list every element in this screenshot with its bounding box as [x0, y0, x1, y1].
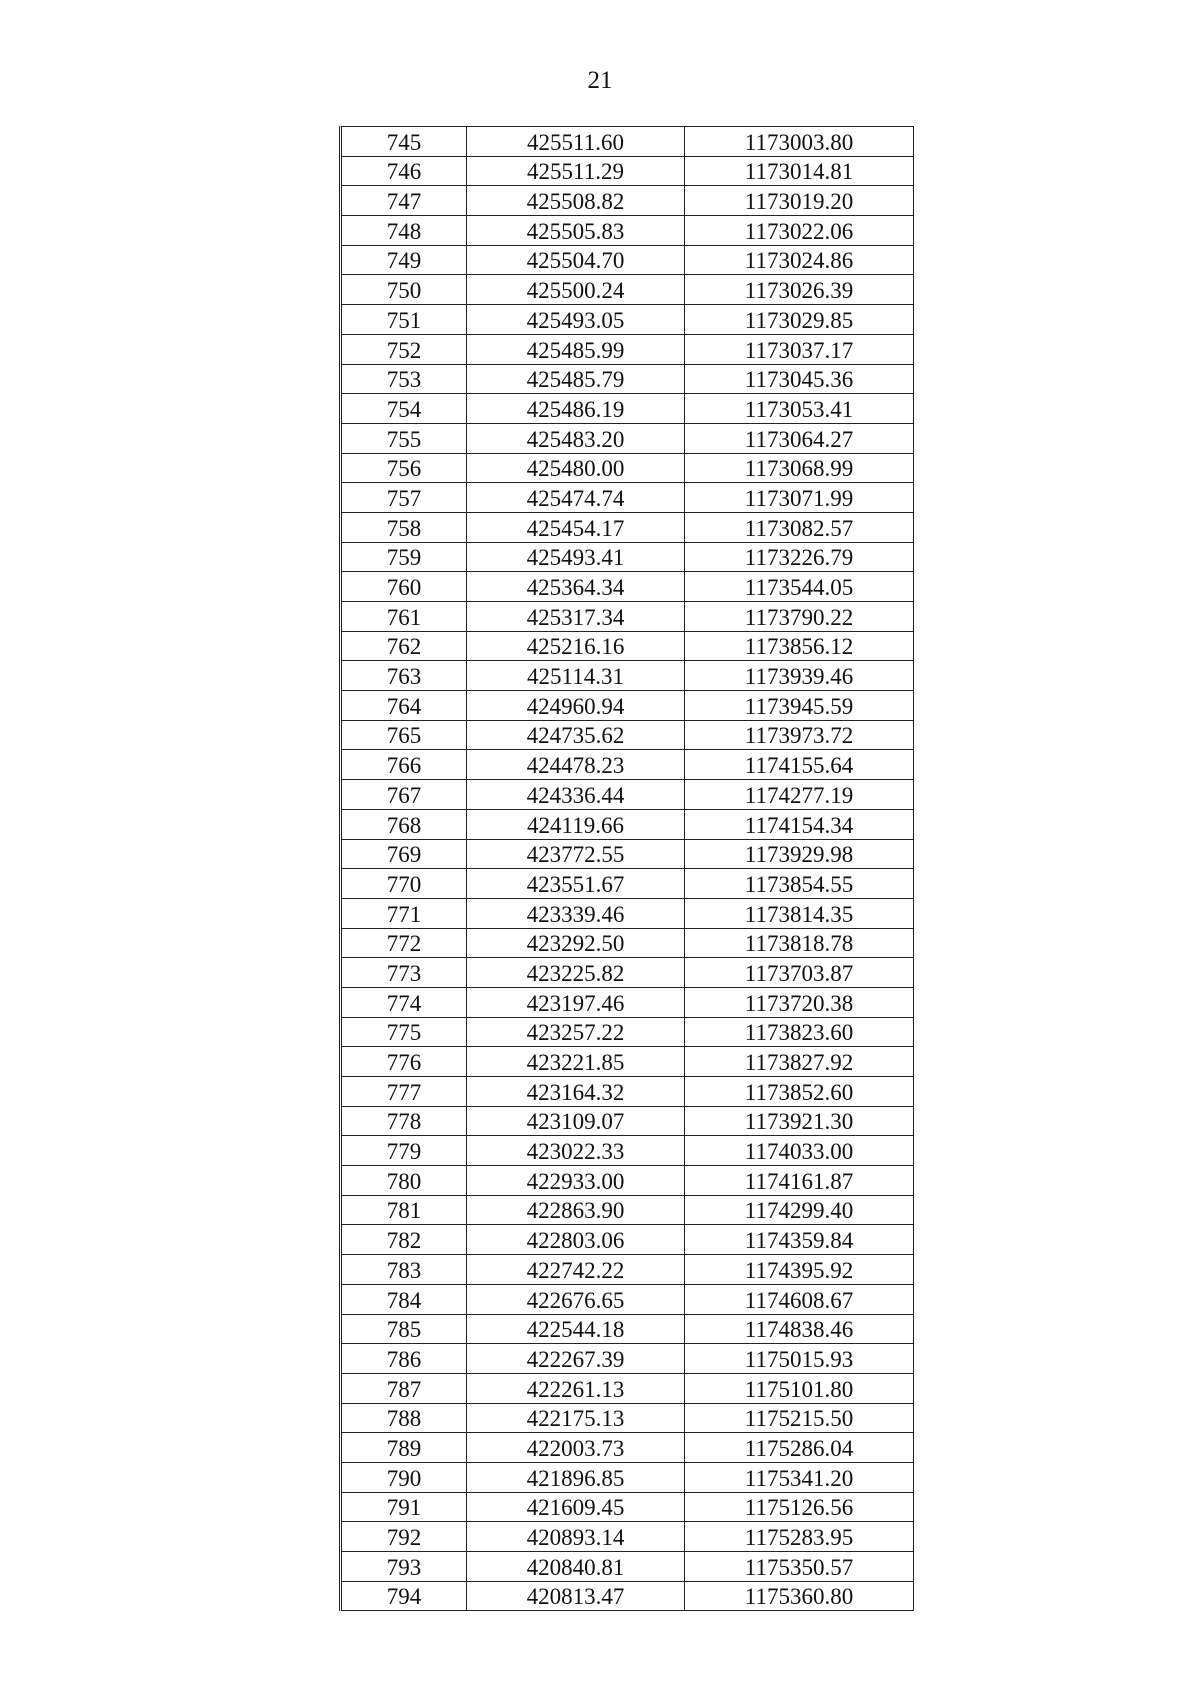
table-row [341, 1195, 914, 1225]
point-number-cell: 787 [341, 1373, 467, 1403]
table-row [341, 1581, 914, 1611]
y-coordinate-cell: 1173703.87 [685, 958, 914, 988]
x-coordinate-cell: 424119.66 [467, 809, 685, 839]
table-row [341, 305, 914, 335]
table-row [341, 1106, 914, 1136]
page-number: 21 [587, 67, 613, 94]
point-number-cell: 754 [341, 394, 467, 424]
x-coordinate-cell: 424478.23 [467, 750, 685, 780]
table-row [341, 364, 914, 394]
x-coordinate-cell: 420813.47 [467, 1581, 685, 1611]
point-number-cell: 785 [341, 1314, 467, 1344]
point-number-cell: 775 [341, 1017, 467, 1047]
x-coordinate-cell: 422267.39 [467, 1344, 685, 1374]
point-number-cell: 783 [341, 1255, 467, 1285]
x-coordinate-cell: 422003.73 [467, 1433, 685, 1463]
table-row [341, 394, 914, 424]
x-coordinate-cell: 423022.33 [467, 1136, 685, 1166]
point-number-cell: 781 [341, 1195, 467, 1225]
y-coordinate-cell: 1173037.17 [685, 334, 914, 364]
table-row [341, 1552, 914, 1582]
point-number-cell: 766 [341, 750, 467, 780]
point-number-cell: 779 [341, 1136, 467, 1166]
coordinates-table [339, 126, 914, 1611]
point-number-cell: 764 [341, 691, 467, 721]
x-coordinate-cell: 425454.17 [467, 512, 685, 542]
point-number-cell: 784 [341, 1284, 467, 1314]
x-coordinate-cell: 423339.46 [467, 898, 685, 928]
table-row [341, 334, 914, 364]
y-coordinate-cell: 1174838.46 [685, 1314, 914, 1344]
x-coordinate-cell: 424960.94 [467, 691, 685, 721]
table-row [341, 216, 914, 246]
y-coordinate-cell: 1175126.56 [685, 1492, 914, 1522]
point-number-cell: 765 [341, 720, 467, 750]
table-row [341, 809, 914, 839]
table-row [341, 245, 914, 275]
point-number-cell: 763 [341, 661, 467, 691]
point-number-cell: 791 [341, 1492, 467, 1522]
x-coordinate-cell: 425505.83 [467, 216, 685, 246]
point-number-cell: 749 [341, 245, 467, 275]
table-row [341, 1047, 914, 1077]
y-coordinate-cell: 1173014.81 [685, 156, 914, 186]
x-coordinate-cell: 425474.74 [467, 483, 685, 513]
table-row [341, 423, 914, 453]
y-coordinate-cell: 1173973.72 [685, 720, 914, 750]
table-row [341, 839, 914, 869]
table-row [341, 1373, 914, 1403]
table-row [341, 631, 914, 661]
point-number-cell: 780 [341, 1166, 467, 1196]
x-coordinate-cell: 421609.45 [467, 1492, 685, 1522]
table-row [341, 542, 914, 572]
y-coordinate-cell: 1173026.39 [685, 275, 914, 305]
x-coordinate-cell: 425511.60 [467, 127, 685, 157]
point-number-cell: 753 [341, 364, 467, 394]
table-row [341, 928, 914, 958]
x-coordinate-cell: 422742.22 [467, 1255, 685, 1285]
y-coordinate-cell: 1174277.19 [685, 780, 914, 810]
point-number-cell: 789 [341, 1433, 467, 1463]
table-row [341, 602, 914, 632]
y-coordinate-cell: 1173064.27 [685, 423, 914, 453]
y-coordinate-cell: 1173003.80 [685, 127, 914, 157]
y-coordinate-cell: 1173939.46 [685, 661, 914, 691]
y-coordinate-cell: 1175350.57 [685, 1552, 914, 1582]
point-number-cell: 760 [341, 572, 467, 602]
point-number-cell: 762 [341, 631, 467, 661]
point-number-cell: 786 [341, 1344, 467, 1374]
y-coordinate-cell: 1173814.35 [685, 898, 914, 928]
y-coordinate-cell: 1174154.34 [685, 809, 914, 839]
point-number-cell: 748 [341, 216, 467, 246]
x-coordinate-cell: 425480.00 [467, 453, 685, 483]
table-row [341, 453, 914, 483]
table-row [341, 186, 914, 216]
coordinates-table-body [341, 127, 914, 1611]
point-number-cell: 767 [341, 780, 467, 810]
y-coordinate-cell: 1174299.40 [685, 1195, 914, 1225]
x-coordinate-cell: 425317.34 [467, 602, 685, 632]
y-coordinate-cell: 1173827.92 [685, 1047, 914, 1077]
point-number-cell: 752 [341, 334, 467, 364]
point-number-cell: 747 [341, 186, 467, 216]
table-row [341, 1492, 914, 1522]
x-coordinate-cell: 425364.34 [467, 572, 685, 602]
table-row [341, 1166, 914, 1196]
y-coordinate-cell: 1173024.86 [685, 245, 914, 275]
y-coordinate-cell: 1173068.99 [685, 453, 914, 483]
table-row [341, 1225, 914, 1255]
y-coordinate-cell: 1173854.55 [685, 869, 914, 899]
table-row [341, 127, 914, 157]
y-coordinate-cell: 1173818.78 [685, 928, 914, 958]
y-coordinate-cell: 1173852.60 [685, 1077, 914, 1107]
table-row [341, 780, 914, 810]
y-coordinate-cell: 1173029.85 [685, 305, 914, 335]
table-row [341, 275, 914, 305]
x-coordinate-cell: 424735.62 [467, 720, 685, 750]
x-coordinate-cell: 420840.81 [467, 1552, 685, 1582]
y-coordinate-cell: 1174395.92 [685, 1255, 914, 1285]
y-coordinate-cell: 1173053.41 [685, 394, 914, 424]
x-coordinate-cell: 425504.70 [467, 245, 685, 275]
y-coordinate-cell: 1173022.06 [685, 216, 914, 246]
y-coordinate-cell: 1175341.20 [685, 1462, 914, 1492]
x-coordinate-cell: 425486.19 [467, 394, 685, 424]
y-coordinate-cell: 1173019.20 [685, 186, 914, 216]
x-coordinate-cell: 425483.20 [467, 423, 685, 453]
table-row [341, 1255, 914, 1285]
point-number-cell: 770 [341, 869, 467, 899]
y-coordinate-cell: 1174155.64 [685, 750, 914, 780]
y-coordinate-cell: 1173082.57 [685, 512, 914, 542]
table-row [341, 1433, 914, 1463]
x-coordinate-cell: 425485.99 [467, 334, 685, 364]
table-row [341, 156, 914, 186]
x-coordinate-cell: 425500.24 [467, 275, 685, 305]
x-coordinate-cell: 423221.85 [467, 1047, 685, 1077]
x-coordinate-cell: 423292.50 [467, 928, 685, 958]
table-row [341, 869, 914, 899]
point-number-cell: 772 [341, 928, 467, 958]
x-coordinate-cell: 425493.41 [467, 542, 685, 572]
point-number-cell: 769 [341, 839, 467, 869]
y-coordinate-cell: 1175215.50 [685, 1403, 914, 1433]
point-number-cell: 792 [341, 1522, 467, 1552]
x-coordinate-cell: 422933.00 [467, 1166, 685, 1196]
y-coordinate-cell: 1174033.00 [685, 1136, 914, 1166]
table-row [341, 1344, 914, 1374]
y-coordinate-cell: 1175286.04 [685, 1433, 914, 1463]
y-coordinate-cell: 1173720.38 [685, 987, 914, 1017]
y-coordinate-cell: 1174359.84 [685, 1225, 914, 1255]
x-coordinate-cell: 423197.46 [467, 987, 685, 1017]
point-number-cell: 751 [341, 305, 467, 335]
x-coordinate-cell: 423225.82 [467, 958, 685, 988]
x-coordinate-cell: 422676.65 [467, 1284, 685, 1314]
y-coordinate-cell: 1175101.80 [685, 1373, 914, 1403]
table-row [341, 1017, 914, 1047]
table-row [341, 1403, 914, 1433]
table-row [341, 512, 914, 542]
x-coordinate-cell: 425511.29 [467, 156, 685, 186]
point-number-cell: 768 [341, 809, 467, 839]
x-coordinate-cell: 423257.22 [467, 1017, 685, 1047]
x-coordinate-cell: 423551.67 [467, 869, 685, 899]
table-row [341, 987, 914, 1017]
y-coordinate-cell: 1173921.30 [685, 1106, 914, 1136]
point-number-cell: 788 [341, 1403, 467, 1433]
point-number-cell: 774 [341, 987, 467, 1017]
y-coordinate-cell: 1175360.80 [685, 1581, 914, 1611]
table-row [341, 661, 914, 691]
table-row [341, 1284, 914, 1314]
x-coordinate-cell: 422544.18 [467, 1314, 685, 1344]
x-coordinate-cell: 425114.31 [467, 661, 685, 691]
point-number-cell: 776 [341, 1047, 467, 1077]
table-row [341, 898, 914, 928]
point-number-cell: 761 [341, 602, 467, 632]
x-coordinate-cell: 423109.07 [467, 1106, 685, 1136]
x-coordinate-cell: 423164.32 [467, 1077, 685, 1107]
point-number-cell: 790 [341, 1462, 467, 1492]
y-coordinate-cell: 1173823.60 [685, 1017, 914, 1047]
point-number-cell: 746 [341, 156, 467, 186]
point-number-cell: 757 [341, 483, 467, 513]
x-coordinate-cell: 423772.55 [467, 839, 685, 869]
point-number-cell: 759 [341, 542, 467, 572]
y-coordinate-cell: 1173226.79 [685, 542, 914, 572]
y-coordinate-cell: 1174608.67 [685, 1284, 914, 1314]
y-coordinate-cell: 1173945.59 [685, 691, 914, 721]
y-coordinate-cell: 1175283.95 [685, 1522, 914, 1552]
x-coordinate-cell: 422261.13 [467, 1373, 685, 1403]
x-coordinate-cell: 421896.85 [467, 1462, 685, 1492]
point-number-cell: 794 [341, 1581, 467, 1611]
x-coordinate-cell: 425216.16 [467, 631, 685, 661]
point-number-cell: 777 [341, 1077, 467, 1107]
y-coordinate-cell: 1173929.98 [685, 839, 914, 869]
table-row [341, 691, 914, 721]
table-row [341, 572, 914, 602]
y-coordinate-cell: 1173856.12 [685, 631, 914, 661]
x-coordinate-cell: 422803.06 [467, 1225, 685, 1255]
table-row [341, 1136, 914, 1166]
table-row [341, 1462, 914, 1492]
point-number-cell: 755 [341, 423, 467, 453]
x-coordinate-cell: 420893.14 [467, 1522, 685, 1552]
point-number-cell: 771 [341, 898, 467, 928]
table-row [341, 1522, 914, 1552]
table-row [341, 720, 914, 750]
table-row [341, 483, 914, 513]
y-coordinate-cell: 1173790.22 [685, 602, 914, 632]
point-number-cell: 782 [341, 1225, 467, 1255]
x-coordinate-cell: 424336.44 [467, 780, 685, 810]
table-row [341, 958, 914, 988]
point-number-cell: 778 [341, 1106, 467, 1136]
y-coordinate-cell: 1173045.36 [685, 364, 914, 394]
y-coordinate-cell: 1175015.93 [685, 1344, 914, 1374]
y-coordinate-cell: 1174161.87 [685, 1166, 914, 1196]
point-number-cell: 745 [341, 127, 467, 157]
point-number-cell: 750 [341, 275, 467, 305]
x-coordinate-cell: 422175.13 [467, 1403, 685, 1433]
x-coordinate-cell: 422863.90 [467, 1195, 685, 1225]
x-coordinate-cell: 425493.05 [467, 305, 685, 335]
point-number-cell: 793 [341, 1552, 467, 1582]
point-number-cell: 773 [341, 958, 467, 988]
point-number-cell: 758 [341, 512, 467, 542]
x-coordinate-cell: 425485.79 [467, 364, 685, 394]
y-coordinate-cell: 1173071.99 [685, 483, 914, 513]
table-row [341, 1314, 914, 1344]
x-coordinate-cell: 425508.82 [467, 186, 685, 216]
table-row [341, 1077, 914, 1107]
y-coordinate-cell: 1173544.05 [685, 572, 914, 602]
table-row [341, 750, 914, 780]
point-number-cell: 756 [341, 453, 467, 483]
